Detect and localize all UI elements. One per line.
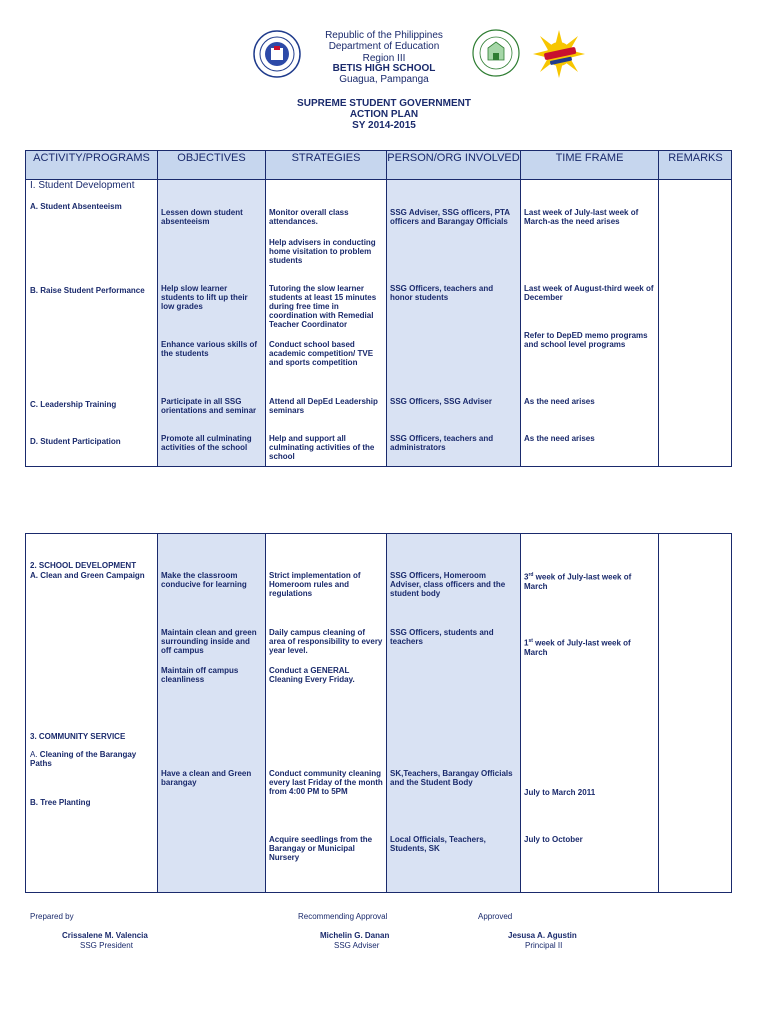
title-org: SUPREME STUDENT GOVERNMENT bbox=[297, 98, 471, 109]
strategy-leadership: Attend all DepEd Leadership seminars bbox=[269, 397, 378, 415]
header-republic: Republic of the Philippines bbox=[325, 30, 443, 41]
action-plan-table-2 bbox=[25, 533, 732, 893]
strategy-competitions: Conduct school based academic competition/ TVE and sports competition bbox=[269, 340, 374, 367]
header-department: Department of Education bbox=[328, 41, 440, 52]
strategy-general-cleaning: Conduct a GENERAL Cleaning Every Friday. bbox=[269, 666, 355, 684]
col-header-time-frame: TIME FRAME bbox=[555, 152, 624, 164]
time-absenteeism: Last week of July-last week of March-as the need arises bbox=[524, 208, 639, 226]
col-header-person: PERSON/ORG INVOLVED bbox=[387, 152, 520, 164]
section-student-development: I. Student Development bbox=[30, 180, 135, 191]
strategy-monitor-attendance: Monitor overall class attendances. bbox=[269, 208, 349, 226]
objective-classroom: Make the classroom conducive for learning bbox=[161, 571, 247, 589]
time-participation: As the need arises bbox=[524, 434, 595, 443]
person-participation: SSG Officers, teachers and administrators bbox=[390, 434, 494, 452]
header-location: Guagua, Pampanga bbox=[339, 74, 429, 85]
strategy-daily-cleaning: Daily campus cleaning of area of responsibility to every year level. bbox=[269, 628, 383, 655]
section-community-service: 3. COMMUNITY SERVICE bbox=[30, 732, 126, 741]
objective-leadership: Participate in all SSG orientations and seminar bbox=[161, 397, 257, 415]
prepared-by-label: Prepared by bbox=[30, 912, 74, 921]
strategy-seedlings: Acquire seedlings from the Barangay or Municipal Nursery bbox=[269, 835, 373, 862]
col-header-objectives: OBJECTIVES bbox=[177, 152, 246, 164]
person-community: SK,Teachers, Barangay Officials and the Student Body bbox=[390, 769, 513, 787]
recommending-approval-label: Recommending Approval bbox=[298, 912, 388, 921]
objective-enhance-skills: Enhance various skills of the students bbox=[161, 340, 258, 358]
person-tree-planting: Local Officials, Teachers, Students, SK bbox=[390, 835, 486, 853]
time-deped-memo: Refer to DepED memo programs and school level programs bbox=[524, 331, 648, 349]
time-performance: Last week of August-third week of December bbox=[524, 284, 654, 302]
approved-label: Approved bbox=[478, 912, 513, 921]
recommending-approval-name: Michelin G. Danan bbox=[320, 931, 390, 940]
time-community: July to March 2011 bbox=[524, 788, 596, 797]
activity-student-absenteeism: A. Student Absenteeism bbox=[30, 202, 122, 211]
strategy-community-cleaning: Conduct community cleaning every last Friday of the month from 4:00 PM to 5PM bbox=[269, 769, 383, 796]
activity-raise-performance: B. Raise Student Performance bbox=[30, 286, 145, 295]
time-clean-green: 3rd week of July-last week of March bbox=[524, 572, 632, 591]
section-school-development: 2. SCHOOL DEVELOPMENT bbox=[30, 561, 137, 570]
recommending-approval-title: SSG Adviser bbox=[334, 941, 380, 950]
person-clean-green: SSG Officers, Homeroom Adviser, class officers and the student body bbox=[390, 571, 506, 598]
header-region: Region III bbox=[362, 53, 406, 64]
prepared-by-title: SSG President bbox=[80, 941, 133, 950]
person-performance: SSG Officers, teachers and honor students bbox=[390, 284, 494, 302]
strategy-tutoring: Tutoring the slow learner students at least 15 minutes during free time in coordination with Remedial Teacher Coordinator bbox=[269, 284, 377, 329]
col-header-strategies: STRATEGIES bbox=[291, 152, 361, 164]
objective-participation: Promote all culminating activities of the school bbox=[161, 434, 252, 452]
strategy-homeroom-rules: Strict implementation of Homeroom rules and regulations bbox=[269, 571, 361, 598]
title-school-year: SY 2014-2015 bbox=[352, 120, 416, 131]
time-leadership: As the need arises bbox=[524, 397, 595, 406]
person-leadership: SSG Officers, SSG Adviser bbox=[390, 397, 492, 406]
objective-surroundings: Maintain clean and green surrounding inside and off campus bbox=[161, 628, 257, 655]
strategy-participation: Help and support all culminating activities of the school bbox=[269, 434, 375, 461]
title-action-plan: ACTION PLAN bbox=[349, 109, 419, 120]
approved-title: Principal II bbox=[525, 941, 563, 950]
activity-leadership-training: C. Leadership Training bbox=[30, 400, 117, 409]
time-tree-planting: July to October bbox=[524, 835, 583, 844]
activity-barangay-paths: A. Cleaning of the Barangay Paths bbox=[30, 750, 137, 768]
objective-absenteeism: Lessen down student absenteeism bbox=[161, 208, 243, 226]
person-surroundings: SSG Officers, students and teachers bbox=[390, 628, 494, 646]
action-plan-table-1 bbox=[25, 150, 732, 467]
col-header-remarks: REMARKS bbox=[668, 152, 723, 164]
strategy-home-visitation: Help advisers in conducting home visitation to problem students bbox=[269, 238, 376, 265]
time-surroundings: 1st week of July-last week of March bbox=[524, 638, 631, 657]
objective-clean-barangay: Have a clean and Green barangay bbox=[161, 769, 252, 787]
objective-off-campus: Maintain off campus cleanliness bbox=[161, 666, 239, 684]
activity-clean-green: A. Clean and Green Campaign bbox=[30, 571, 145, 580]
prepared-by-name: Crissalene M. Valencia bbox=[62, 931, 148, 940]
activity-student-participation: D. Student Participation bbox=[30, 437, 121, 446]
col-header-activity: ACTIVITY/PROGRAMS bbox=[33, 152, 150, 164]
objective-slow-learners: Help slow learner students to lift up their low grades bbox=[161, 284, 248, 311]
activity-tree-planting: B. Tree Planting bbox=[30, 798, 91, 807]
header-school-name: BETIS HIGH SCHOOL bbox=[332, 63, 436, 74]
person-absenteeism: SSG Adviser, SSG officers, PTA officers and Barangay Officials bbox=[390, 208, 510, 226]
person-column-shade bbox=[387, 151, 520, 466]
approved-name: Jesusa A. Agustin bbox=[508, 931, 577, 940]
